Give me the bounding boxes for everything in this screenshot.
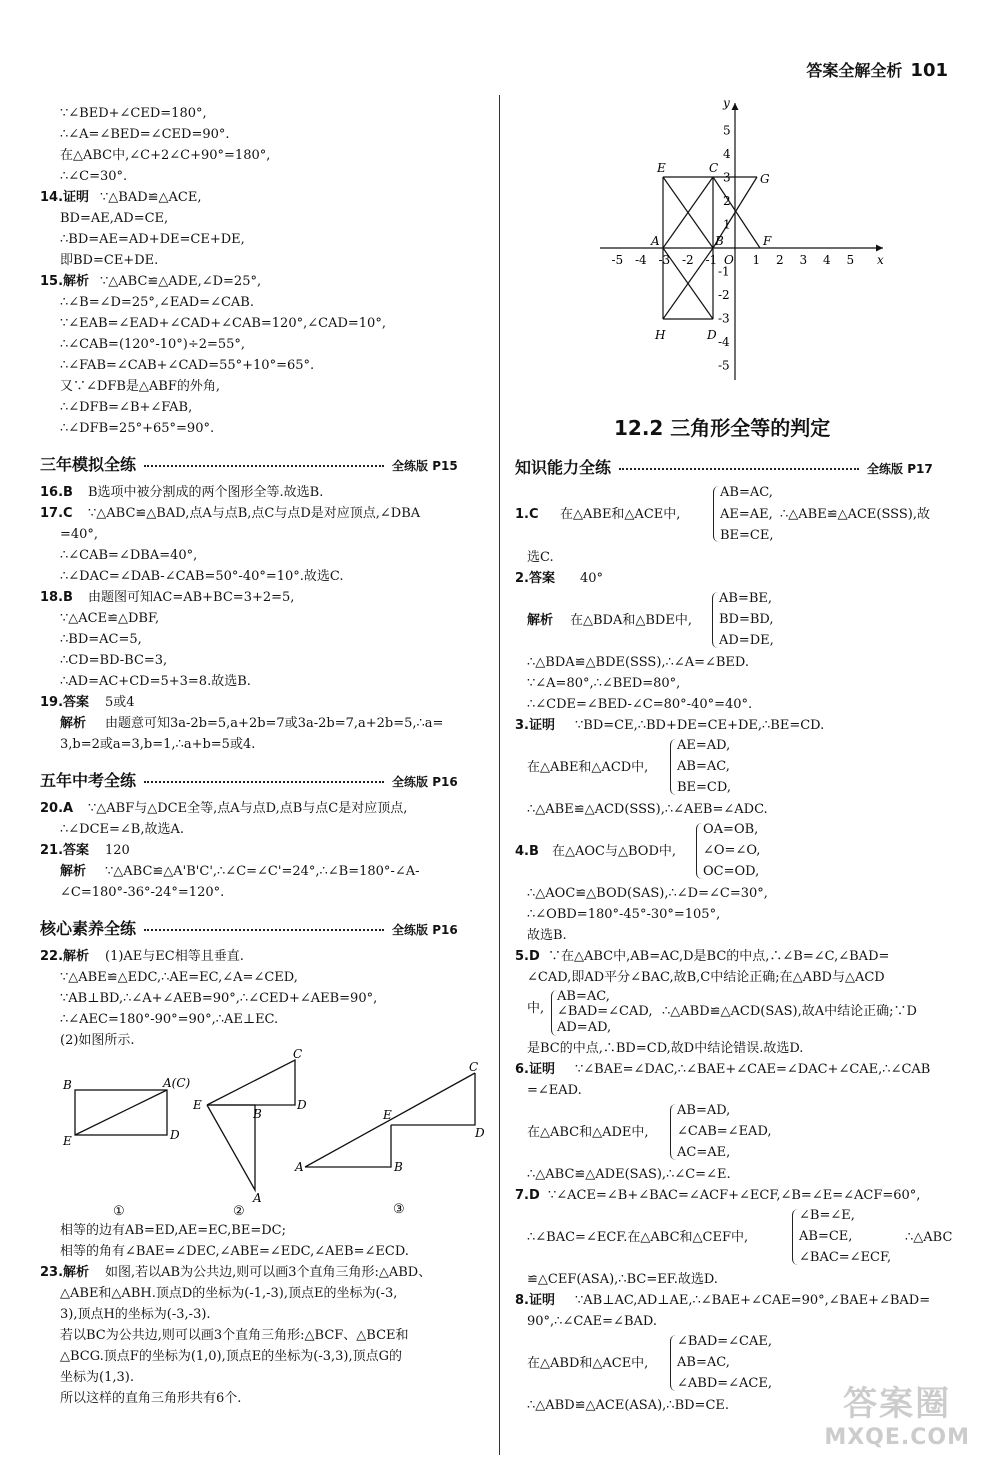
question-number: 1.C bbox=[515, 507, 539, 522]
text-line: ∴BD=AE=AD+DE=CE+DE, bbox=[60, 232, 245, 247]
section-header bbox=[40, 452, 485, 475]
equation-line: AB=AC, bbox=[720, 485, 773, 500]
text-line: 故选B. bbox=[527, 928, 567, 943]
text-line: 90°,∴∠CAE=∠BAD. bbox=[527, 1314, 657, 1329]
fig-label: A bbox=[295, 1160, 304, 1174]
text-line: ∴∠CAB=(120°-10°)÷2=55°, bbox=[60, 337, 246, 352]
text-line: ∴△ABC bbox=[905, 1230, 953, 1245]
equation-line: ∠BAD=∠CAD, bbox=[557, 1004, 653, 1019]
text-line: ∴∠B=∠D=25°,∠EAD=∠CAB. bbox=[60, 295, 254, 310]
question-number: 23.解析 bbox=[40, 1265, 90, 1280]
x-tick-label: 4 bbox=[823, 253, 831, 267]
section-title: 知识能力全练 bbox=[515, 458, 612, 477]
text-line: ∵△ACE≌△DBF, bbox=[60, 611, 160, 626]
x-tick-label: O bbox=[724, 253, 734, 267]
text-line: (2)如图所示. bbox=[60, 1033, 135, 1048]
question-number: 22.解析 bbox=[40, 949, 90, 964]
fig-label: B bbox=[63, 1078, 72, 1092]
text-line: B选项中被分割成的两个图形全等.故选B. bbox=[88, 485, 324, 500]
text-line: △BCG.顶点F的坐标为(1,0),顶点E的坐标为(-3,3),顶点G的 bbox=[60, 1349, 402, 1364]
equation-line: ∠O=∠O, bbox=[703, 843, 761, 858]
text-line: 坐标为(1,3). bbox=[60, 1370, 134, 1385]
equation-line: ∠B=∠E, bbox=[799, 1208, 855, 1223]
equation-line: ∠BAD=∠CAE, bbox=[677, 1334, 772, 1349]
text-line: ∠CAD,即AD平分∠BAC,故B,C中结论正确;在△ABD与△ACD bbox=[527, 970, 885, 985]
page-header bbox=[806, 58, 948, 81]
x-tick-label: -3 bbox=[658, 253, 671, 267]
x-tick-label: 1 bbox=[752, 253, 761, 267]
answer-text: 5或4 bbox=[105, 695, 135, 710]
text-line: ∴△ABC≌△ADE(SAS),∴∠C=∠E. bbox=[527, 1167, 731, 1182]
fig-label: E bbox=[383, 1108, 392, 1122]
text-line: 3,b=2或a=3,b=1,∴a+b=5或4. bbox=[60, 737, 256, 752]
text-line: (1)AE与EC相等且垂直. bbox=[105, 949, 244, 964]
y-tick-label: 3 bbox=[723, 170, 731, 185]
text-line: ∵∠EAB=∠EAD+∠CAD+∠CAB=120°,∠CAD=10°, bbox=[60, 316, 386, 331]
text-line: △ABE和△ABH.顶点D的坐标为(-1,-3),顶点E的坐标为(-3, bbox=[60, 1286, 398, 1301]
equation-line: AB=CE, bbox=[799, 1229, 853, 1244]
text-line: ∵∠BAE=∠DAC,∴∠BAE+∠CAE=∠DAC+∠CAE,∴∠CAB bbox=[575, 1062, 931, 1077]
text-line: 由题图可知AC=AB+BC=3+2=5, bbox=[88, 590, 295, 605]
point-label: F bbox=[763, 234, 772, 248]
point-label: G bbox=[760, 172, 770, 186]
text-line: ∵△ABC≌△ADE,∠D=25°, bbox=[100, 274, 262, 289]
x-tick-label: -5 bbox=[611, 253, 624, 267]
x-tick-label: x bbox=[877, 253, 884, 267]
equation-line: AB=AC, bbox=[557, 989, 610, 1004]
brace bbox=[712, 592, 718, 648]
text-line: ∴∠AEC=180°-90°=90°,∴AE⊥EC. bbox=[60, 1012, 279, 1027]
equation-line: AD=AD, bbox=[557, 1020, 612, 1035]
answer-text: 40° bbox=[580, 571, 604, 586]
text-line: ∴∠A=∠BED=∠CED=90°. bbox=[60, 127, 230, 142]
question-number: 18.B bbox=[40, 590, 73, 605]
x-tick-label: -2 bbox=[682, 253, 694, 267]
section-title-main: 12.2 三角形全等的判定 bbox=[614, 416, 831, 440]
x-tick-label: -4 bbox=[635, 253, 647, 267]
x-tick-labels bbox=[612, 253, 885, 267]
x-tick-label: 5 bbox=[846, 253, 855, 267]
section-header bbox=[515, 455, 960, 478]
point-label: B bbox=[715, 234, 724, 248]
text-line: ∵△ABE≌△EDC,∴AE=EC,∠A=∠CED, bbox=[60, 970, 298, 985]
equation-line: ∠BAC=∠ECF, bbox=[799, 1250, 892, 1265]
point-label: E bbox=[657, 161, 666, 175]
equation-line: AB=BE, bbox=[719, 591, 773, 606]
section-page: 全练版 P16 bbox=[392, 775, 458, 789]
fig-label: ② bbox=[233, 1204, 245, 1219]
text-line: 所以这样的直角三角形共有6个. bbox=[60, 1391, 242, 1406]
fig-label: ③ bbox=[393, 1202, 405, 1217]
figure-2 bbox=[207, 1060, 295, 1190]
text-line: =40°, bbox=[60, 527, 99, 542]
text-line: ∴△ABE≌△ACE(SSS),故 bbox=[780, 507, 930, 522]
equation-line: AB=AD, bbox=[677, 1103, 731, 1118]
question-number: 20.A bbox=[40, 801, 74, 816]
text-line: 相等的边有AB=ED,AE=EC,BE=DC; bbox=[60, 1223, 286, 1238]
section-page: 全练版 P16 bbox=[392, 923, 458, 937]
text-line: ∴∠BAC=∠ECF.在△ABC和△CEF中, bbox=[527, 1230, 749, 1245]
section-page: 全练版 P17 bbox=[867, 462, 933, 476]
equation-line: AE=AD, bbox=[677, 738, 731, 753]
text-line: =∠EAD. bbox=[527, 1083, 582, 1098]
section-header bbox=[40, 768, 485, 791]
text-line: ∴△ABD≌△ACE(ASA),∴BD=CE. bbox=[527, 1398, 730, 1413]
question-number: 14.证明 bbox=[40, 190, 90, 205]
text-line: ∴∠CAB=∠DBA=40°, bbox=[60, 548, 198, 563]
question-number: 2.答案 bbox=[515, 571, 555, 586]
text-line: ∴∠DFB=∠B+∠FAB, bbox=[60, 400, 193, 415]
text-line: ∴△BDA≌△BDE(SSS),∴∠A=∠BED. bbox=[527, 655, 749, 670]
fig-label: B bbox=[394, 1160, 403, 1174]
text-line: ∴∠DFB=25°+65°=90°. bbox=[60, 421, 215, 436]
text-line: ∵△ABC≌△BAD,点A与点B,点C与点D是对应顶点,∠DBA bbox=[88, 506, 421, 521]
column-divider bbox=[499, 95, 500, 1455]
section-title: 三年模拟全练 bbox=[40, 455, 137, 474]
text-line: ∵△BAD≌△ACE, bbox=[100, 190, 202, 205]
equation-line: AC=AE, bbox=[677, 1145, 731, 1160]
text-line: ∴△ABE≌△ACD(SSS),∴∠AEB=∠ADC. bbox=[527, 802, 768, 817]
equation-line: ∠ABD=∠ACE, bbox=[677, 1376, 772, 1391]
analysis-label: 解析 bbox=[527, 613, 554, 628]
text-line: ∠C=180°-36°-24°=120°. bbox=[60, 885, 225, 900]
text-line: ∵∠ACE=∠B+∠BAC=∠ACF+∠ECF,∠B=∠E=∠ACF=60°, bbox=[548, 1188, 921, 1203]
equation-line: BE=CE, bbox=[720, 528, 774, 543]
text-line: 相等的角有∠BAE=∠DEC,∠ABE=∠EDC,∠AEB=∠ECD. bbox=[60, 1244, 409, 1259]
x-tick-label: -1 bbox=[705, 253, 718, 267]
text-line: ∵△ABF与△DCE全等,点A与点D,点B与点C是对应顶点, bbox=[88, 801, 408, 816]
equation-line: AB=AC, bbox=[677, 1355, 730, 1370]
text-line: ∵AB⊥BD,∴∠A+∠AEB=90°,∴∠CED+∠AEB=90°, bbox=[60, 991, 378, 1006]
watermark bbox=[824, 1376, 970, 1450]
text-line: 在△ABE和△ACE中, bbox=[560, 507, 681, 522]
question-number: 7.D bbox=[515, 1188, 540, 1203]
question-number: 15.解析 bbox=[40, 274, 90, 289]
fig-label: E bbox=[63, 1134, 72, 1148]
question-number: 3.证明 bbox=[515, 718, 555, 733]
answer-text: 120 bbox=[105, 843, 130, 858]
text-line: 在△ABC和△ADE中, bbox=[527, 1125, 649, 1140]
text-line: ∵在△ABC中,AB=AC,D是BC的中点,∴∠B=∠C,∠BAD= bbox=[548, 949, 890, 964]
text-line: ∴∠DCE=∠B,故选A. bbox=[60, 822, 185, 837]
equation-line: BE=CD, bbox=[677, 780, 731, 795]
page-number: 101 bbox=[910, 60, 948, 81]
x-tick-label: 3 bbox=[799, 253, 808, 267]
text-line: 在△ABC中,∠C+2∠C+90°=180°, bbox=[60, 148, 271, 163]
y-tick-label: 2 bbox=[723, 194, 731, 208]
text-line: 选C. bbox=[527, 550, 554, 565]
brace bbox=[792, 1209, 798, 1265]
section-header bbox=[40, 916, 485, 939]
text-line: 3),顶点H的坐标为(-3,-3). bbox=[60, 1307, 211, 1322]
text-line: ≌△CEF(ASA),∴BC=EF.故选D. bbox=[527, 1272, 718, 1287]
question-number: 5.D bbox=[515, 949, 540, 964]
text-line: 在△ABD和△ACE中, bbox=[527, 1356, 649, 1371]
fig-label: C bbox=[469, 1060, 479, 1074]
point-label: D bbox=[707, 328, 717, 342]
text-line: 中, bbox=[527, 1001, 545, 1016]
coordinate-graph bbox=[595, 95, 895, 390]
text-line: ∴∠OBD=180°-45°-30°=105°, bbox=[527, 907, 721, 922]
fig-label: B bbox=[253, 1107, 262, 1121]
text-line: BD=AE,AD=CE, bbox=[60, 211, 169, 226]
text-line: 如图,若以AB为公共边,则可以画3个直角三角形:△ABD、 bbox=[105, 1265, 432, 1280]
text-line: ∵△ABC≌△A'B'C',∴∠C=∠C'=24°,∴∠B=180°-∠A- bbox=[105, 864, 420, 879]
point-label: A bbox=[651, 234, 660, 248]
text-line: ∵BD=CE,∴BD+DE=CE+DE,∴BE=CD. bbox=[575, 718, 825, 733]
analysis-label: 解析 bbox=[60, 716, 87, 731]
equation-line: BD=BD, bbox=[719, 612, 774, 627]
text-line: ∴AD=AC+CD=5+3=8.故选B. bbox=[60, 674, 251, 689]
text-line: ∴∠C=30°. bbox=[60, 169, 128, 184]
text-line: ∴△AOC≌△BOD(SAS),∴∠D=∠C=30°, bbox=[527, 886, 768, 901]
question-number: 21.答案 bbox=[40, 843, 90, 858]
header-title: 答案全解全析 bbox=[806, 61, 903, 80]
text-line: 又∵∠DFB是△ABF的外角, bbox=[60, 379, 220, 394]
section-title: 五年中考全练 bbox=[40, 771, 137, 790]
fig-label: E bbox=[193, 1098, 202, 1112]
question-number: 19.答案 bbox=[40, 695, 90, 710]
text-line: 若以BC为公共边,则可以画3个直角三角形:△BCF、△BCE和 bbox=[60, 1328, 409, 1343]
question-number: 6.证明 bbox=[515, 1062, 555, 1077]
text-line: 在△BDA和△BDE中, bbox=[570, 613, 692, 628]
y-tick-label: -3 bbox=[718, 311, 730, 326]
y-tick-label: -5 bbox=[718, 358, 730, 373]
brace bbox=[670, 1335, 676, 1391]
question-number: 17.C bbox=[40, 506, 73, 521]
fig-label: D bbox=[475, 1126, 485, 1140]
equation-line: AE=AE, bbox=[720, 507, 773, 522]
question-number: 8.证明 bbox=[515, 1293, 555, 1308]
question-number: 16.B bbox=[40, 485, 73, 500]
watermark-text: 答案圈 bbox=[843, 1384, 952, 1424]
equation-line: OA=OB, bbox=[703, 822, 759, 837]
text-line: 在△AOC与△BOD中, bbox=[552, 844, 676, 859]
y-tick-label: 4 bbox=[723, 147, 731, 161]
y-tick-label: -2 bbox=[718, 288, 730, 302]
equation-line: ∠CAB=∠EAD, bbox=[677, 1124, 772, 1139]
section-page: 全练版 P15 bbox=[392, 459, 458, 473]
equation-line: AD=DE, bbox=[719, 633, 774, 648]
figure-1 bbox=[75, 1090, 167, 1135]
y-tick-label: 1 bbox=[723, 217, 731, 232]
text-line: ∴CD=BD-BC=3, bbox=[60, 653, 168, 668]
text-line: ∴△ABD≌△ACD(SAS),故A中结论正确;∵D bbox=[662, 1004, 917, 1019]
point-label: H bbox=[655, 328, 666, 342]
equation-line: OC=OD, bbox=[703, 864, 760, 879]
fig-label: D bbox=[297, 1098, 307, 1112]
brace bbox=[670, 739, 676, 795]
equation-line: AB=AC, bbox=[677, 759, 730, 774]
text-line: ∵AB⊥AC,AD⊥AE,∴∠BAE+∠CAE=90°,∠BAE+∠BAD= bbox=[575, 1293, 931, 1308]
brace bbox=[670, 1104, 676, 1160]
question-number: 4.B bbox=[515, 844, 539, 859]
section-title: 核心素养全练 bbox=[40, 919, 137, 938]
y-tick-label: y bbox=[723, 96, 730, 110]
text-line: 在△ABE和△ACD中, bbox=[527, 760, 649, 775]
brace bbox=[713, 486, 719, 542]
text-line: ∵∠BED+∠CED=180°, bbox=[60, 106, 207, 121]
text-line: ∴∠CDE=∠BED-∠C=80°-40°=40°. bbox=[527, 697, 753, 712]
text-line: 是BC的中点,∴BD=CD,故D中结论错误.故选D. bbox=[527, 1041, 804, 1056]
text-line: ∴∠FAB=∠CAB+∠CAD=55°+10°=65°. bbox=[60, 358, 315, 373]
y-tick-label: -4 bbox=[718, 335, 730, 349]
text-line: ∴∠DAC=∠DAB-∠CAB=50°-40°=10°.故选C. bbox=[60, 569, 344, 584]
triangle-figures bbox=[55, 1047, 495, 1220]
fig-label: D bbox=[170, 1128, 180, 1142]
fig-label: A(C) bbox=[163, 1076, 191, 1090]
text-line: 由题意可知3a-2b=5,a+2b=7或3a-2b=7,a+2b=5,∴a= bbox=[105, 716, 444, 731]
text-line: ∵∠A=80°,∴∠BED=80°, bbox=[527, 676, 681, 691]
y-tick-label: 5 bbox=[723, 123, 731, 138]
text-line: 即BD=CE+DE. bbox=[60, 253, 159, 268]
fig-label: A bbox=[253, 1191, 262, 1205]
brace bbox=[696, 823, 702, 879]
y-tick-label: -1 bbox=[718, 264, 730, 279]
fig-label: C bbox=[293, 1047, 303, 1061]
watermark-url: MXQE.COM bbox=[824, 1425, 970, 1450]
point-label: C bbox=[709, 161, 719, 175]
text-line: ∴BD=AC=5, bbox=[60, 632, 142, 647]
fig-label: ① bbox=[113, 1204, 125, 1219]
analysis-label: 解析 bbox=[60, 864, 87, 879]
x-tick-label: 2 bbox=[776, 253, 784, 267]
